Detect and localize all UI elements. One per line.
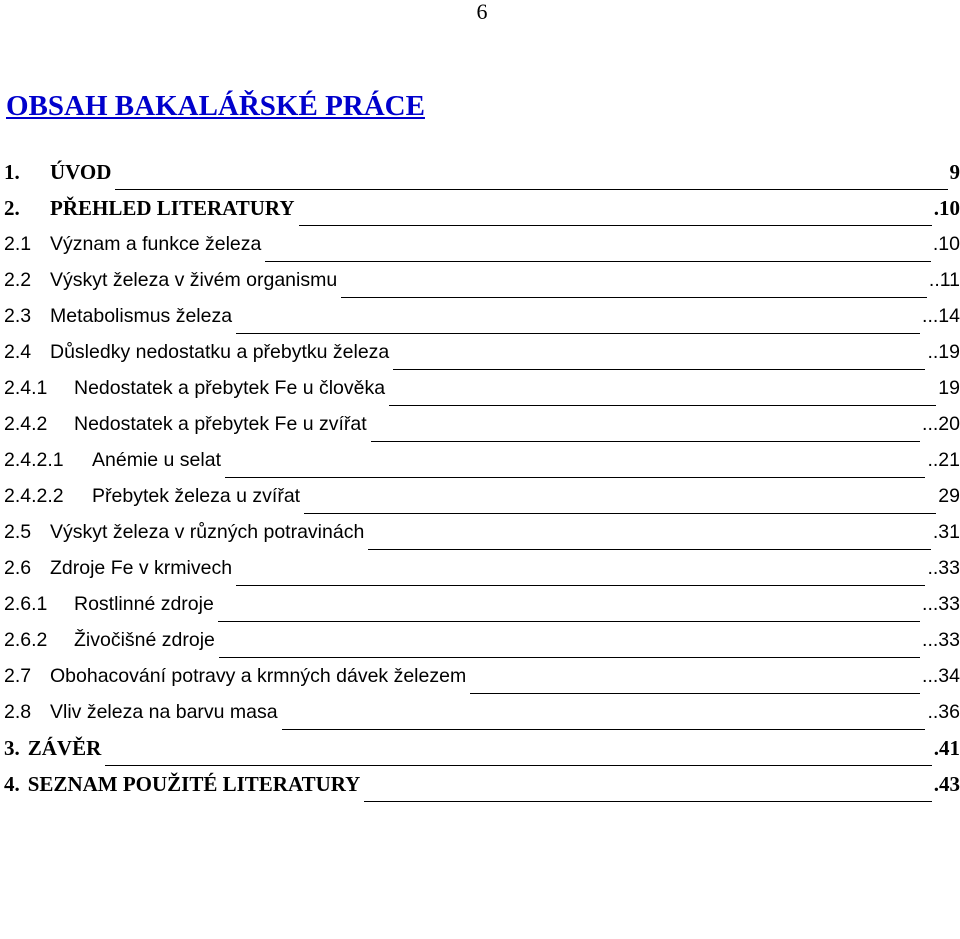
toc-entry-2-7[interactable] [4, 658, 960, 694]
toc-entry-number: 4. [4, 772, 20, 796]
toc-leader-line [389, 396, 936, 406]
toc-entry-2-4-2-2[interactable] [4, 478, 960, 514]
toc-entry-page: 29 [938, 485, 960, 507]
toc-entry-number: 2.8 [4, 701, 32, 723]
toc-entry-number: 2.6.2 [4, 629, 48, 651]
toc-entry-page: ..36 [927, 701, 960, 723]
toc-entry-label: ÚVOD [50, 160, 112, 184]
toc-entry-2-4-2[interactable] [4, 406, 960, 442]
toc-entry-2-6-1[interactable] [4, 586, 960, 622]
toc-leader-line [236, 324, 920, 334]
toc-entry-label: Živočišné zdroje [74, 629, 215, 651]
toc-leader-line [105, 756, 931, 766]
toc-leader-line [236, 576, 925, 586]
toc-entry-number: 2.4 [4, 341, 32, 363]
toc-entry-number: 2. [4, 196, 20, 220]
toc-entry-page: 19 [938, 377, 960, 399]
toc-leader-line [299, 216, 932, 226]
toc-entry-label: Rostlinné zdroje [74, 593, 214, 615]
toc-leader-line [265, 252, 931, 262]
toc-leader-line [115, 180, 947, 190]
toc-entry-label: Důsledky nedostatku a přebytku železa [50, 341, 390, 363]
toc-entry-label: Význam a funkce železa [50, 233, 262, 255]
toc-entry-zaver[interactable] [4, 730, 960, 766]
toc-entry-page: ...14 [922, 305, 960, 327]
toc-entry-seznam-literatury[interactable] [4, 766, 960, 802]
toc-entry-2-8[interactable] [4, 694, 960, 730]
toc-entry-2-3[interactable] [4, 298, 960, 334]
toc-entry-number: 2.4.2.1 [4, 449, 64, 471]
toc-entry-number: 2.4.1 [4, 377, 48, 399]
toc-entry-page: ...33 [922, 629, 960, 651]
toc-entry-page: ...20 [922, 413, 960, 435]
toc-entry-number: 2.4.2.2 [4, 485, 64, 507]
toc-entry-page: .41 [933, 736, 960, 760]
toc-leader-line [282, 720, 926, 730]
page-title: OBSAH BAKALÁŘSKÉ PRÁCE [6, 90, 425, 122]
toc-entry-page: ..21 [927, 449, 960, 471]
toc-entry-number: 2.7 [4, 665, 32, 687]
toc-entry-2-5[interactable] [4, 514, 960, 550]
toc-entry-page: .10 [933, 196, 960, 220]
toc-entry-label: Nedostatek a přebytek Fe u zvířat [74, 413, 367, 435]
toc-entry-label: Nedostatek a přebytek Fe u člověka [74, 377, 386, 399]
toc-leader-line [219, 648, 920, 658]
toc-entry-prehled-literatury[interactable] [4, 190, 960, 226]
toc-entry-number: 2.6 [4, 557, 32, 579]
toc-entry-page: ..33 [927, 557, 960, 579]
toc-entry-number: 2.3 [4, 305, 32, 327]
toc-entry-number: 2.6.1 [4, 593, 48, 615]
toc-entry-number: 2.2 [4, 269, 32, 291]
toc-entry-label: SEZNAM POUŽITÉ LITERATURY [27, 772, 361, 796]
toc-entry-label: Zdroje Fe v krmivech [50, 557, 233, 579]
toc-entry-label: Anémie u selat [92, 449, 221, 471]
toc-entry-2-6[interactable] [4, 550, 960, 586]
toc-entry-2-6-2[interactable] [4, 622, 960, 658]
toc-leader-line [470, 684, 920, 694]
toc-entry-label: Přebytek železa u zvířat [92, 485, 301, 507]
toc-entry-number: 2.4.2 [4, 413, 48, 435]
toc-leader-line [364, 792, 931, 802]
toc-entry-label: ZÁVĚR [27, 736, 102, 760]
toc-entry-page: .10 [932, 233, 960, 255]
toc-leader-line [341, 288, 927, 298]
toc-entry-number: 2.1 [4, 233, 32, 255]
toc-entry-number: 2.5 [4, 521, 32, 543]
toc-entry-page: .31 [932, 521, 960, 543]
toc-entry-label: Vliv železa na barvu masa [50, 701, 278, 723]
toc-entry-2-2[interactable] [4, 262, 960, 298]
toc-leader-line [218, 612, 920, 622]
toc-entry-uvod[interactable] [4, 154, 960, 190]
toc-entry-label: Výskyt železa v různých potravinách [50, 521, 365, 543]
toc-entry-page: 9 [949, 160, 960, 184]
toc-entry-number: 3. [4, 736, 20, 760]
toc-entry-page: ..11 [928, 269, 960, 291]
toc-entry-label: Obohacování potravy a krmných dávek železem [50, 665, 467, 687]
toc-entry-label: Výskyt železa v živém organismu [50, 269, 338, 291]
toc-entry-page: ..19 [927, 341, 960, 363]
toc-leader-line [225, 468, 925, 478]
toc-entry-2-4-1[interactable] [4, 370, 960, 406]
toc-leader-line [393, 360, 925, 370]
page-number: 6 [476, 0, 488, 24]
toc-leader-line [368, 540, 931, 550]
table-of-contents [4, 154, 960, 802]
toc-entry-page: ...34 [922, 665, 960, 687]
toc-entry-2-1[interactable] [4, 226, 960, 262]
toc-entry-label: PŘEHLED LITERATURY [50, 196, 295, 220]
toc-entry-2-4[interactable] [4, 334, 960, 370]
toc-entry-page: ...33 [922, 593, 960, 615]
toc-entry-number: 1. [4, 160, 20, 184]
toc-entry-page: .43 [933, 772, 960, 796]
toc-leader-line [304, 504, 936, 514]
toc-leader-line [371, 432, 920, 442]
toc-entry-label: Metabolismus železa [50, 305, 233, 327]
toc-entry-2-4-2-1[interactable] [4, 442, 960, 478]
